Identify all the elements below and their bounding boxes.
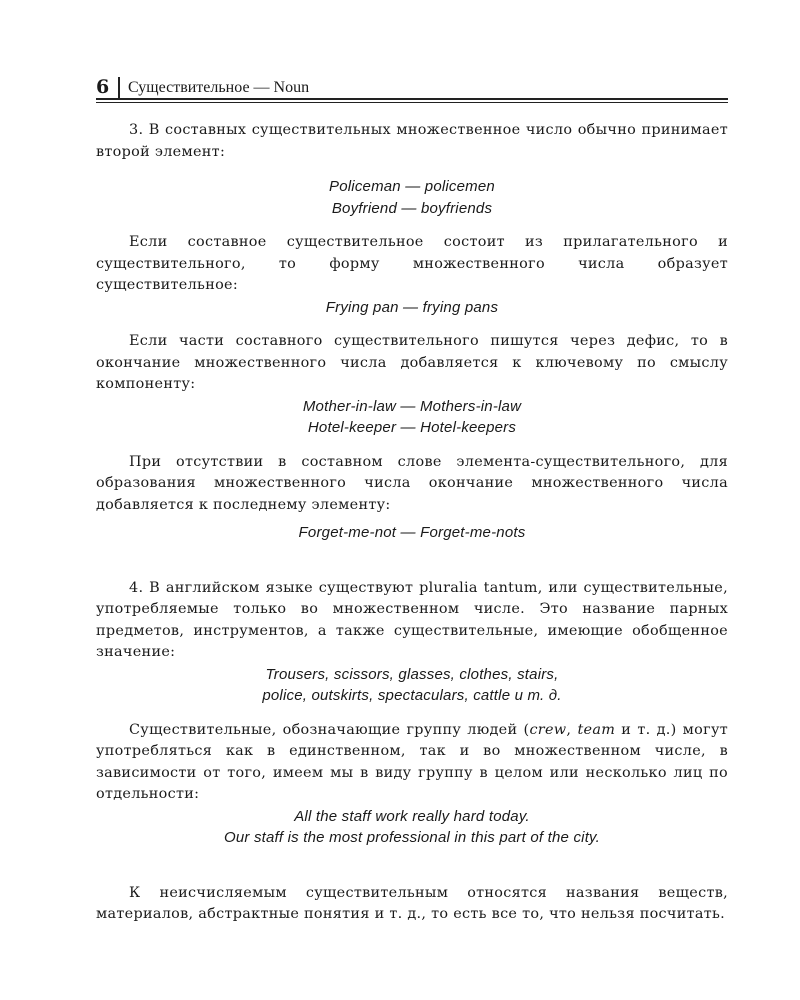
example-line: Trousers, scissors, glasses, clothes, stairs, [265,665,559,683]
example-line: Boyfriend — boyfriends [331,199,493,217]
example-line: Hotel-keeper — Hotel-keepers [307,419,517,436]
paragraph-pluralia-tantum: 4. В английском языке существуют pluralia tantum, или существительные, употребляемые только во множественном числе. Это название парных предметов, инструментов, а также существительные, имеющие обобщенное значение: [96,579,728,660]
example-text: и т. д. [514,687,562,704]
example-text: police, outskirts, spectaculars, cattle [262,687,515,704]
paragraph-collective-nouns [96,720,728,806]
term-team: team [577,721,616,738]
page-number: 6 [96,76,110,98]
paragraph-text: Существительные, обозначающие группу людей ( [129,721,530,738]
example-line: All the staff work really hard today. [294,807,530,825]
header-rule-thin [96,102,728,103]
running-header [96,76,728,98]
header-title: Существительное — Noun [128,79,310,96]
example-line: Forget-me-not — Forget-me-nots [298,524,526,541]
header-divider [118,77,120,98]
example-line [96,685,728,707]
paragraph-compound-plural: 3. В составных существительных множественное число обычно принимает второй элемент: [96,122,728,160]
example-line: Mother-in-law — Mothers-in-law [302,397,522,415]
paragraph-text: , [566,721,578,738]
example-line: Policeman — policemen [329,178,495,195]
header-rule-thick [96,98,728,100]
term-crew: crew [529,721,567,738]
paragraph-adjective-noun: Если составное существительное состоит из прилагательного и существительного, то форму множественного числа образует существительное: [96,234,728,293]
paragraph-uncountable: К неисчисляемым существительным относятся названия веществ, материалов, абстрактные понятия и т. д., то есть все то, что нельзя посчитать. [96,884,728,922]
paragraph-no-noun-element: При отсутствии в составном слове элемента-существительного, для образования множественного числа окончание множественного числа добавляется к последнему элементу: [96,453,728,513]
page-body [96,120,728,926]
example-line: Our staff is the most professional in this part of the city. [223,829,601,846]
example-line: Frying pan — frying pans [325,298,499,316]
paragraph-text: и т. д.) могут употребляться как в единственном, так и во множественном числе, в зависимости от того, имеем мы в виду группу в целом или несколько лиц по отдельности: [96,721,728,802]
paragraph-hyphenated: Если части составного существительного пишутся через дефис, то в окончание множественного числа добавляется к ключевому по смыслу компоненту: [96,333,728,392]
